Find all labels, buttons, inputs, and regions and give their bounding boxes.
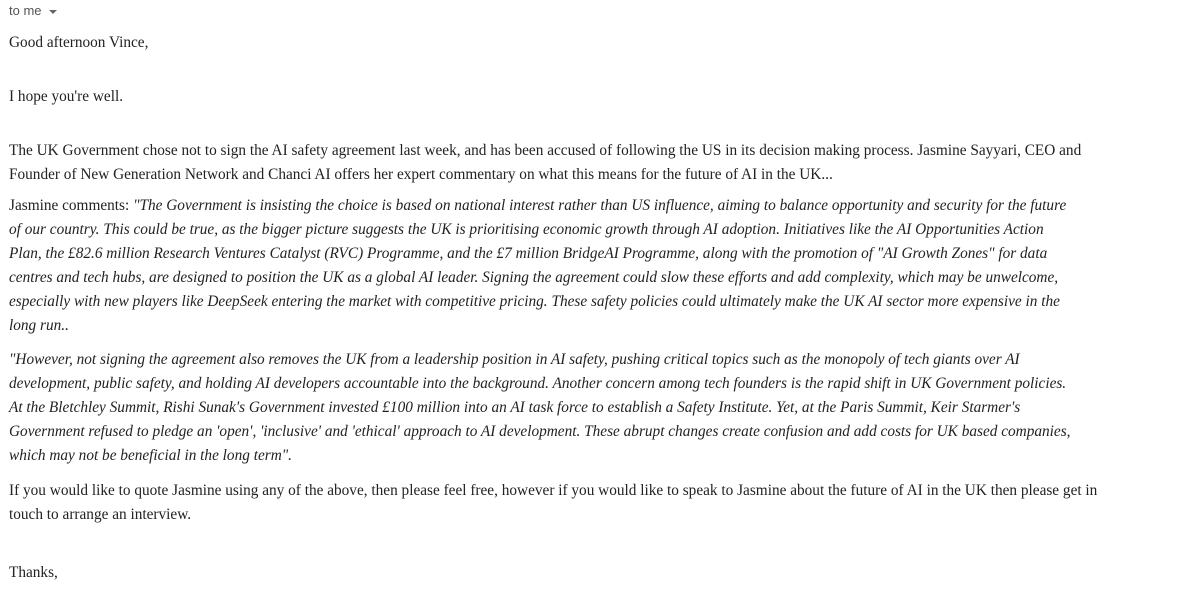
- text-line: long run..: [9, 317, 69, 334]
- text-line: of our country. This could be true, as the bigger picture suggests the UK is prioritising economic growth through AI adoption. Initiatives like the AI Opportunities Action: [9, 221, 1044, 238]
- text-line: especially with new players like DeepSeek entering the market with competitive pricing. These safety policies could ultimately make the UK AI sector more expensive in the: [9, 293, 1060, 310]
- quote-paragraph-1: [9, 194, 1066, 338]
- text-line: Founder of New Generation Network and Chanci AI offers her expert commentary on what this means for the future of AI in the UK...: [9, 166, 833, 183]
- text-line: development, public safety, and holding AI developers accountable into the background. Another concern among tech founders is the rapid shift in UK Government policies.: [9, 375, 1067, 392]
- closing-paragraph: [9, 479, 1097, 527]
- intro-paragraph: [9, 139, 1081, 187]
- text-line: touch to arrange an interview.: [9, 506, 192, 523]
- text-line: centres and tech hubs, are designed to position the UK as a global AI leader. Signing the agreement could slow these efforts and add complexity, which may be unwelcome,: [9, 269, 1059, 286]
- text-line: Government refused to pledge an 'open', 'inclusive' and 'ethical' approach to AI development. These abrupt changes create confusion and add costs for UK based companies,: [9, 423, 1071, 440]
- text-line: If you would like to quote Jasmine using any of the above, then please feel free, however if you would like to speak to Jasmine about the future of AI in the UK then please get in: [9, 482, 1098, 499]
- recipient-label: to me: [9, 3, 42, 18]
- text-line: "However, not signing the agreement also removes the UK from a leadership position in AI safety, pushing critical topics such as the monopoly of tech giants over AI: [9, 351, 1020, 368]
- text-line: Plan, the £82.6 million Research Ventures Catalyst (RVC) Programme, and the £7 million BridgeAI Programme, along with the promotion of "AI Growth Zones" for data: [9, 245, 1048, 262]
- text-line: which may not be beneficial in the long term".: [9, 447, 292, 464]
- text-line: "The Government is insisting the choice is based on national interest rather than US influence, aiming to balance opportunity and security for the future: [133, 197, 1067, 214]
- chevron-down-icon[interactable]: [49, 10, 57, 14]
- signoff: Thanks,: [9, 564, 58, 581]
- quote-paragraph-2: [9, 348, 1070, 468]
- quote-lead: Jasmine comments:: [9, 197, 134, 214]
- opening-line: I hope you're well.: [9, 88, 124, 105]
- text-line: The UK Government chose not to sign the AI safety agreement last week, and has been accused of following the US in its decision making process. Jasmine Sayyari, CEO and: [9, 142, 1082, 159]
- greeting: Good afternoon Vince,: [9, 34, 149, 51]
- recipient-line: [9, 3, 57, 18]
- text-line: At the Bletchley Summit, Rishi Sunak's Government invested £100 million into an AI task force to establish a Safety Institute. Yet, at the Paris Summit, Keir Starmer's: [9, 399, 1021, 416]
